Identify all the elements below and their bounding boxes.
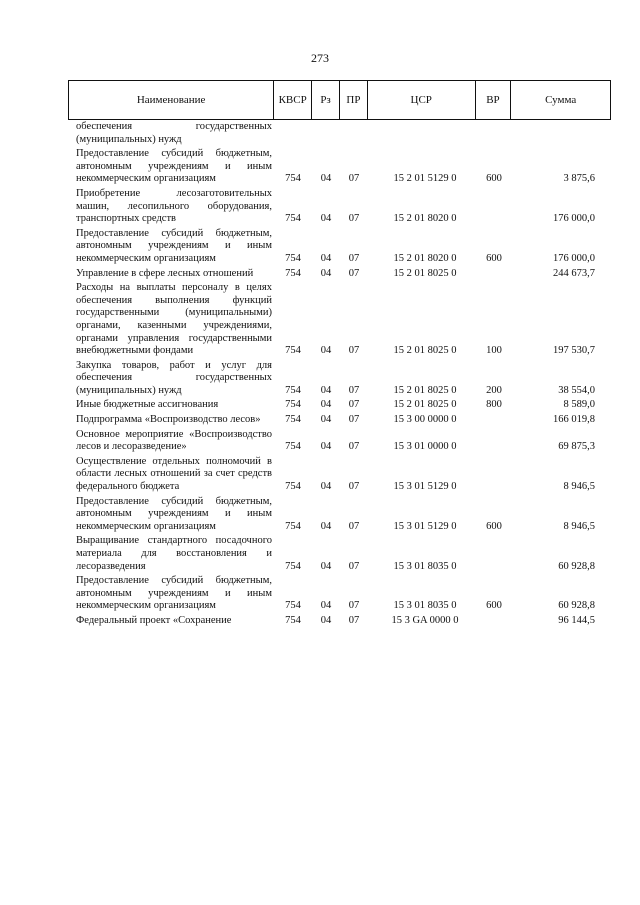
row-name: Осуществление отдельных полномочий в области лесных отношений за счет средств федерального бюджета xyxy=(76,455,272,493)
row-pr: 07 xyxy=(348,414,360,426)
row-kvsr: 754 xyxy=(285,384,301,396)
table-row xyxy=(68,429,611,456)
table-body xyxy=(68,121,611,630)
row-name: Приобретение лесозаготовительных машин, лесопильного оборудования, транспортных средств xyxy=(76,187,272,225)
table-row xyxy=(68,399,611,414)
table-row xyxy=(68,148,611,188)
table-row xyxy=(68,360,611,400)
row-rz: 04 xyxy=(320,481,332,493)
row-csr: 15 3 01 8035 0 xyxy=(393,560,457,572)
row-kvsr: 754 xyxy=(285,614,301,626)
header-kvsr: КВСР xyxy=(274,81,312,119)
header-csr: ЦСР xyxy=(368,81,476,119)
row-sum: 38 554,0 xyxy=(558,384,595,396)
row-name: Предоставление субсидий бюджетным, автономным учреждениям и иным некоммерческим организациям xyxy=(76,495,272,532)
row-rz: 04 xyxy=(320,614,332,626)
row-pr: 07 xyxy=(348,600,360,612)
row-rz: 04 xyxy=(320,560,332,572)
row-name: Основное мероприятие «Воспроизводство лесов и лесоразведение» xyxy=(76,428,272,453)
row-csr: 15 2 01 8025 0 xyxy=(393,399,457,411)
row-kvsr: 754 xyxy=(285,345,301,357)
row-name: Расходы на выплаты персоналу в целях обеспечения выполнения функций государственными (муниципальными) органами, казенными учреждениями, органами управления государственными внебюджетными фондами xyxy=(76,282,272,357)
row-csr: 15 3 01 5129 0 xyxy=(393,520,457,532)
row-sum: 8 946,5 xyxy=(563,481,595,493)
row-kvsr: 754 xyxy=(285,267,301,279)
row-sum: 96 144,5 xyxy=(558,614,595,626)
row-kvsr: 754 xyxy=(285,560,301,572)
row-pr: 07 xyxy=(348,560,360,572)
row-kvsr: 754 xyxy=(285,173,301,185)
row-rz: 04 xyxy=(320,267,332,279)
row-csr: 15 2 01 5129 0 xyxy=(393,173,457,185)
row-kvsr: 754 xyxy=(285,252,301,264)
row-kvsr: 754 xyxy=(285,520,301,532)
row-rz: 04 xyxy=(320,173,332,185)
row-vr: 800 xyxy=(486,399,502,411)
row-name: Управление в сфере лесных отношений xyxy=(76,267,254,279)
row-pr: 07 xyxy=(348,173,360,185)
row-pr: 07 xyxy=(348,481,360,493)
row-rz: 04 xyxy=(320,520,332,532)
row-csr: 15 3 GA 0000 0 xyxy=(391,614,459,626)
row-sum: 69 875,3 xyxy=(558,441,595,453)
row-sum: 3 875,6 xyxy=(563,173,595,185)
row-pr: 07 xyxy=(348,520,360,532)
row-csr: 15 2 01 8020 0 xyxy=(393,213,457,225)
row-vr: 600 xyxy=(486,173,502,185)
row-sum: 8 589,0 xyxy=(563,399,595,411)
table-row xyxy=(68,268,611,283)
row-sum: 197 530,7 xyxy=(553,345,595,357)
row-kvsr: 754 xyxy=(285,441,301,453)
header-sum: Сумма xyxy=(545,93,577,106)
row-sum: 166 019,8 xyxy=(553,414,595,426)
row-vr: 200 xyxy=(486,384,502,396)
row-rz: 04 xyxy=(320,384,332,396)
row-pr: 07 xyxy=(348,441,360,453)
row-vr: 600 xyxy=(486,520,502,532)
table-row xyxy=(68,496,611,536)
table-row xyxy=(68,282,611,360)
row-name: Федеральный проект «Сохранение xyxy=(76,614,232,626)
row-pr: 07 xyxy=(348,267,360,279)
row-kvsr: 754 xyxy=(285,414,301,426)
row-rz: 04 xyxy=(320,414,332,426)
row-rz: 04 xyxy=(320,399,332,411)
row-pr: 07 xyxy=(348,614,360,626)
row-name: Выращивание стандартного посадочного материала для восстановления и лесоразведения xyxy=(76,535,272,572)
header-vr: ВР xyxy=(476,81,512,119)
table-row xyxy=(68,228,611,268)
row-csr: 15 3 00 0000 0 xyxy=(393,414,457,426)
row-vr: 100 xyxy=(486,345,502,357)
row-sum: 60 928,8 xyxy=(558,560,595,572)
table-header xyxy=(68,80,611,120)
row-sum: 244 673,7 xyxy=(553,267,595,279)
row-pr: 07 xyxy=(348,213,360,225)
row-rz: 04 xyxy=(320,345,332,357)
row-kvsr: 754 xyxy=(285,600,301,612)
row-sum: 176 000,0 xyxy=(553,252,595,264)
table-row xyxy=(68,121,611,148)
row-vr: 600 xyxy=(486,252,502,264)
row-sum: 60 928,8 xyxy=(558,600,595,612)
row-csr: 15 3 01 8035 0 xyxy=(393,600,457,612)
row-kvsr: 754 xyxy=(285,481,301,493)
row-rz: 04 xyxy=(320,600,332,612)
row-name: Иные бюджетные ассигнования xyxy=(76,399,219,411)
row-csr: 15 2 01 8025 0 xyxy=(393,267,457,279)
row-pr: 07 xyxy=(348,252,360,264)
row-name: обеспечения государственных (муниципальных) нужд xyxy=(76,121,272,145)
row-rz: 04 xyxy=(320,252,332,264)
row-pr: 07 xyxy=(348,384,360,396)
row-name: Предоставление субсидий бюджетным, автономным учреждениям и иным некоммерческим организациям xyxy=(76,227,272,264)
row-pr: 07 xyxy=(348,345,360,357)
row-csr: 15 3 01 0000 0 xyxy=(393,441,457,453)
header-name: Наименование xyxy=(69,81,274,119)
row-name: Предоставление субсидий бюджетным, автономным учреждениям и иным некоммерческим организациям xyxy=(76,148,272,185)
header-pr: ПР xyxy=(340,81,368,119)
table-row xyxy=(68,414,611,429)
row-name: Закупка товаров, работ и услуг для обеспечения государственных (муниципальных) нужд xyxy=(76,359,272,396)
table-row xyxy=(68,575,611,615)
header-rz: Рз xyxy=(312,81,340,119)
table-row xyxy=(68,456,611,496)
row-name: Предоставление субсидий бюджетным, автономным учреждениям и иным некоммерческим организациям xyxy=(76,575,272,612)
row-vr: 600 xyxy=(486,600,502,612)
row-csr: 15 3 01 5129 0 xyxy=(393,481,457,493)
row-rz: 04 xyxy=(320,441,332,453)
page-number: 273 xyxy=(311,51,329,65)
row-csr: 15 2 01 8025 0 xyxy=(393,384,457,396)
row-pr: 07 xyxy=(348,399,360,411)
row-name: Подпрограмма «Воспроизводство лесов» xyxy=(76,414,261,426)
row-kvsr: 754 xyxy=(285,399,301,411)
row-csr: 15 2 01 8025 0 xyxy=(393,345,457,357)
table-row xyxy=(68,188,611,228)
table-row xyxy=(68,535,611,575)
row-kvsr: 754 xyxy=(285,213,301,225)
row-rz: 04 xyxy=(320,213,332,225)
row-sum: 8 946,5 xyxy=(563,520,595,532)
row-sum: 176 000,0 xyxy=(553,213,595,225)
row-csr: 15 2 01 8020 0 xyxy=(393,252,457,264)
table-row xyxy=(68,615,611,630)
